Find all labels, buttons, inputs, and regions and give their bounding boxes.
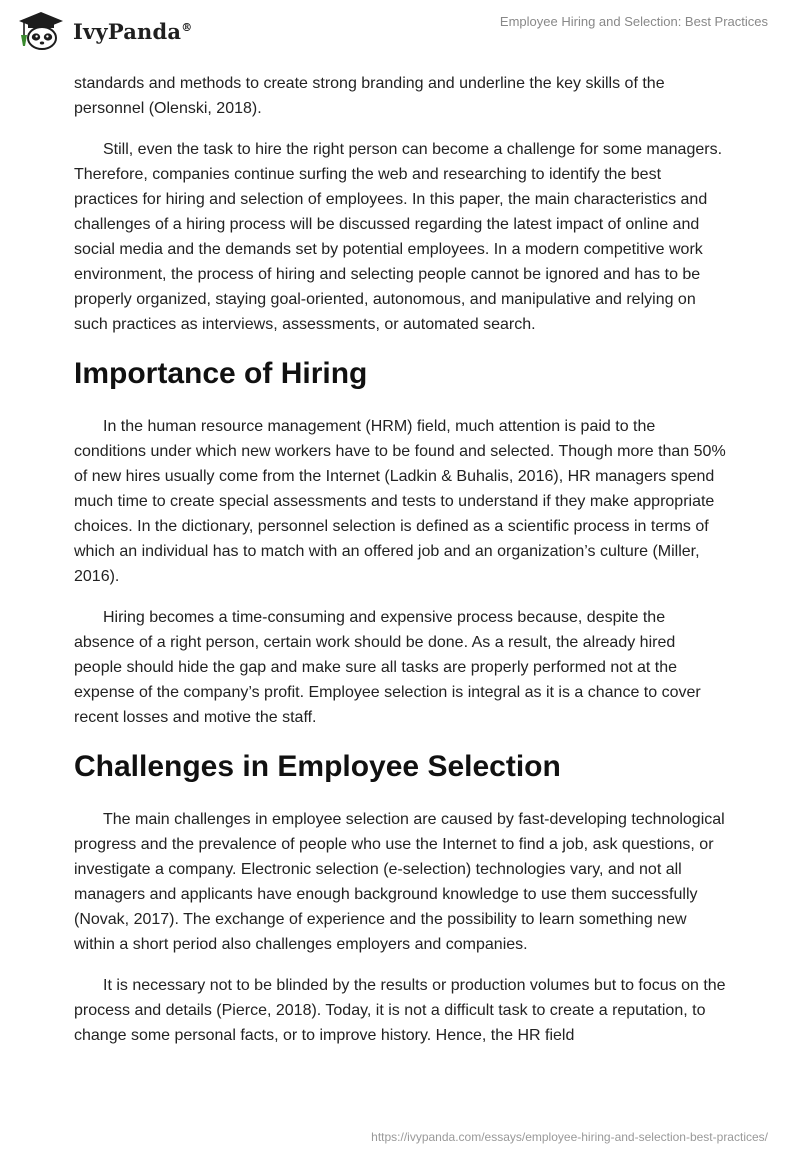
paragraph-intro: Still, even the task to hire the right person can become a challenge for some managers. Therefore, companies continue surfing the web and researching to identify the best practices for hiring and selection of employees. In this paper, the main characteristics and challenges of a hiring process will be discussed regarding the latest impact of online and social media and the demands set by potential employees. In a modern competitive work environment, the process of hiring and selecting people cannot be ignored and has to be properly organized, staying goal-oriented, autonomous, and manipulative and relying on such practices as interviews, assessments, or automated search. xyxy=(74,141,723,333)
paragraph-main-challenges: The main challenges in employee selection are caused by fast-developing technological progress and the prevalence of people who use the Internet to find a job, ask questions, or investigate a company. Electronic selection (e-selection) technologies vary, and not all managers and applicants have enough background knowledge to use them successfully (Novak, 2017). The exchange of experience and the possibility to learn something new within a short period also challenges employers and companies. xyxy=(74,811,725,953)
essay-body xyxy=(74,71,726,1064)
document-title: Employee Hiring and Selection: Best Practices xyxy=(499,14,768,29)
page-header xyxy=(0,0,800,70)
paragraph-focus-on-process: It is necessary not to be blinded by the results or production volumes but to focus on the process and details (Pierce, 2018). Today, it is not a difficult task to create a reputation, to change some personal facts, or to improve history. Hence, the HR field xyxy=(74,977,726,1044)
panda-graduation-cap-icon xyxy=(16,10,66,52)
paragraph-continuation: standards and methods to create strong branding and underline the key skills of the personnel (Olenski, 2018). xyxy=(74,75,665,117)
paragraph-hiring-cost: Hiring becomes a time-consuming and expensive process because, despite the absence of a right person, certain work should be done. As a result, the already hired people should hide the gap and make sure all tasks are properly performed not at the expense of the company’s profit. Employee selection is integral as it is a chance to cover recent losses and motive the staff. xyxy=(74,609,701,726)
heading-challenges-in-selection: Challenges in Employee Selection xyxy=(74,750,561,783)
source-url[interactable]: https://ivypanda.com/essays/employee-hiring-and-selection-best-practices/ xyxy=(371,1130,768,1144)
heading-importance-of-hiring: Importance of Hiring xyxy=(74,357,368,390)
ivypanda-logo[interactable] xyxy=(16,10,192,52)
paragraph-hrm-field: In the human resource management (HRM) field, much attention is paid to the conditions under which new workers have to be found and selected. Though more than 50% of new hires usually come from the Internet (Ladkin & Buhalis, 2016), HR managers spend much time to create special assessments and tests to understand if they make appropriate choices. In the dictionary, personnel selection is defined as a scientific process in terms of which an individual has to match with an offered job and an organization’s culture (Miller, 2016). xyxy=(74,418,726,585)
logo-text: IvyPanda® xyxy=(73,18,193,44)
